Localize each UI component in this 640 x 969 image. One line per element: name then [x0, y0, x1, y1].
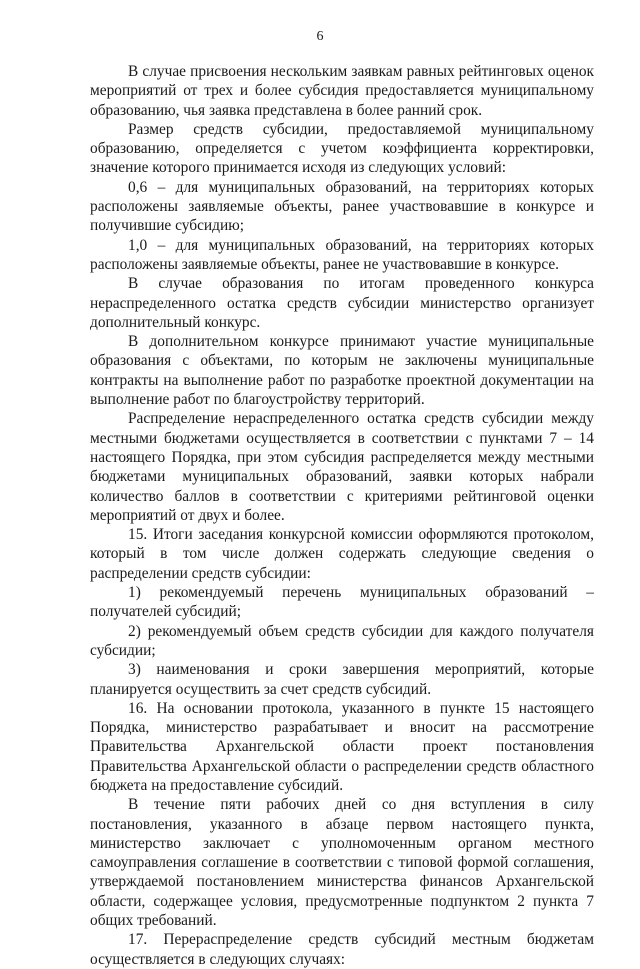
paragraph-item-17: 17. Перераспределение средств субсидий местным бюджетам осуществляется в следующих случаях: [90, 931, 594, 968]
page-number: 6 [316, 29, 324, 44]
paragraph-equal-ratings: В случае присвоения нескольким заявкам равных рейтинговых оценок мероприятий от трех и более субсидия предоставляется муниципальному образованию, чья заявка представлена в более ранний срок. [90, 63, 594, 119]
paragraph-additional-participants: В дополнительном конкурсе принимают участие муниципальные образования с объектами, по которым не заключены муниципальные контракты на выполнение работ по разработке проектной документации на выполнение работ по благоустройству территорий. [90, 333, 594, 409]
paragraph-additional-contest: В случае образования по итогам проведенного конкурса нераспределенного остатка средств субсидии министерство организует дополнительный конкурс. [90, 275, 594, 331]
paragraph-coefficient-1-0: 1,0 – для муниципальных образований, на территориях которых расположены заявляемые объекты, ранее не участвовавшие в конкурсе. [90, 236, 594, 273]
paragraph-item-15-1: 1) рекомендуемый перечень муниципальных образований – получателей субсидий; [90, 584, 594, 621]
document-body [90, 62, 594, 969]
paragraph-item-15-2: 2) рекомендуемый объем средств субсидии для каждого получателя субсидии; [90, 622, 594, 659]
paragraph-item-15-3: 3) наименования и сроки завершения мероприятий, которые планируется осуществить за счет средств субсидий. [90, 661, 594, 698]
paragraph-item-16: 16. На основании протокола, указанного в пункте 15 настоящего Порядка, министерство разрабатывает и вносит на рассмотрение Правительства Архангельской области проект постановления Правительства Архангельской области о распределении средств областного бюджета на предоставление субсидий. [90, 699, 594, 794]
paragraph-subsidy-size: Размер средств субсидии, предоставляемой муниципальному образованию, определяется с учетом коэффициента корректировки, значение которого принимается исходя из следующих условий: [90, 120, 594, 177]
paragraph-remainder-distribution: Распределение нераспределенного остатка средств субсидии между местными бюджетами осуществляется в соответствии с пунктами 7 – 14 настоящего Порядка, при этом субсидия распределяется между местными бюджетами муниципальных образований, заявки которых набрали количество баллов в соответствии с критериями рейтинговой оценки мероприятий от двух и более. [90, 410, 594, 524]
paragraph-coefficient-0-6: 0,6 – для муниципальных образований, на территориях которых расположены заявляемые объекты, ранее участвовавшие в конкурсе и получившие субсидию; [90, 178, 594, 235]
paragraph-item-16-agreement: В течение пяти рабочих дней со дня вступления в силу постановления, указанного в абзаце первом настоящего пункта, министерство заключает с уполномоченным органом местного самоуправления соглашение в соответствии с типовой формой соглашения, утверждаемой постановлением министерства финансов Архангельской области, содержащее условия, предусмотренные подпунктом 2 пункта 7 общих требований. [90, 796, 594, 930]
paragraph-item-15: 15. Итоги заседания конкурсной комиссии оформляются протоколом, который в том числе должен содержать следующие сведения о распределении средств субсидии: [90, 526, 594, 582]
